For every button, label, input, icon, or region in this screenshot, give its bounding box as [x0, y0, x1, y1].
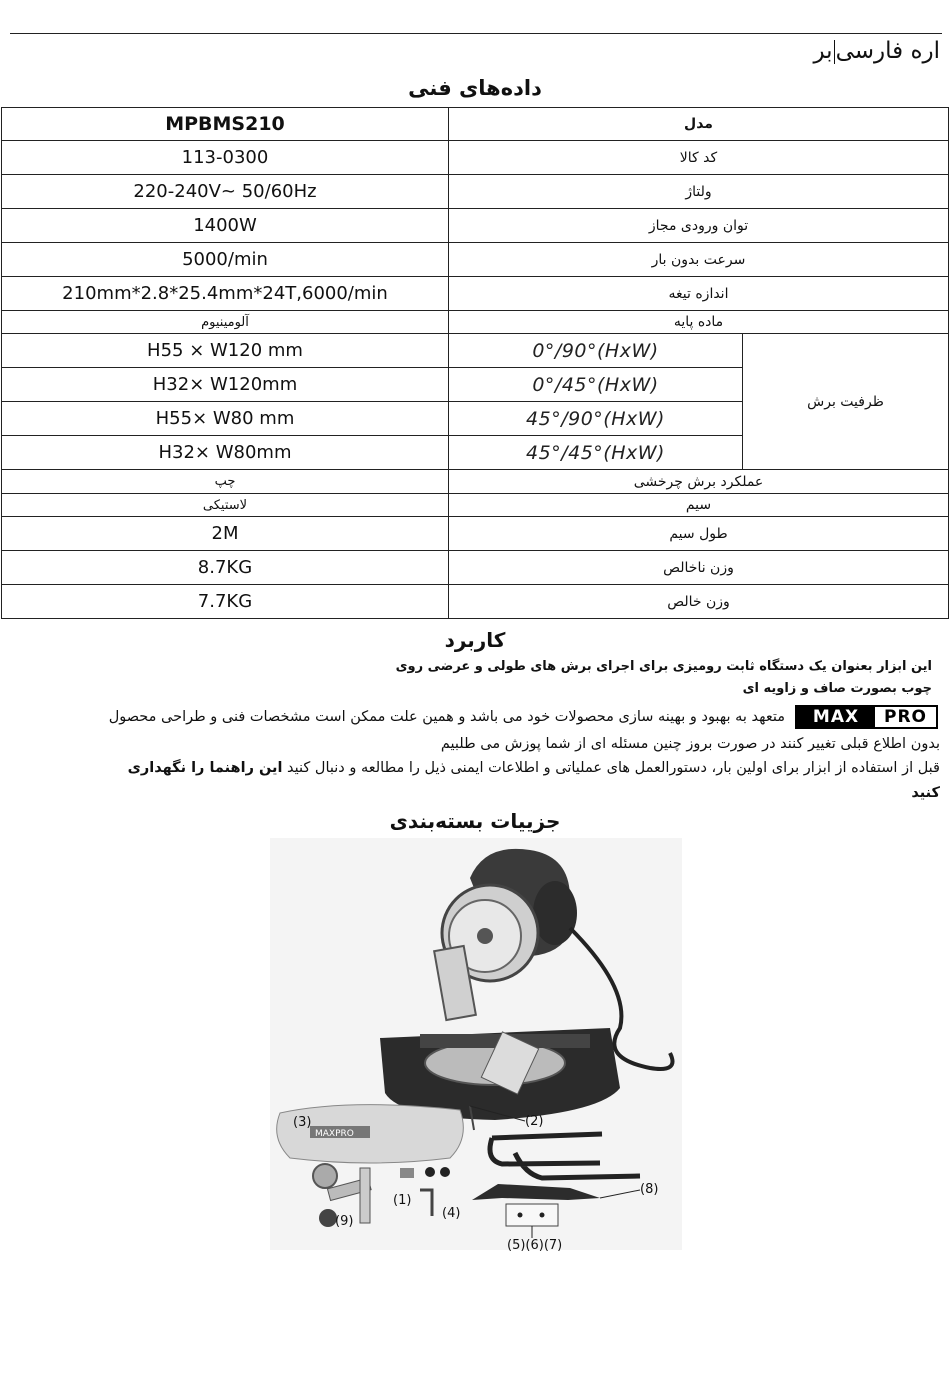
- cut-angle: 45°/90°(HxW): [449, 402, 743, 436]
- cut-angle: 0°/90°(HxW): [449, 334, 743, 368]
- spec-row-gross-weight: [2, 551, 949, 585]
- notice-bold: این راهنما را نگهداری: [127, 760, 283, 776]
- cut-value: H32× W120mm: [2, 368, 449, 402]
- spec-value: 113-0300: [2, 141, 449, 175]
- spec-row-speed: [2, 243, 949, 277]
- callout-3: (3): [293, 1115, 312, 1130]
- callout-9: (9): [335, 1214, 354, 1229]
- spec-value: MPBMS210: [2, 108, 449, 141]
- spec-value: 7.7KG: [2, 585, 449, 619]
- cut-value: H55 × W120 mm: [2, 334, 449, 368]
- notice-normal: قبل از استفاده از ابزار برای اولین بار، دستورالعمل های عملیاتی و اطلاعات ایمنی ذیل را مطالعه و دنبال کنید: [282, 760, 940, 776]
- spec-table: [1, 107, 949, 619]
- spec-value: 2M: [2, 517, 449, 551]
- spec-row-voltage: [2, 175, 949, 209]
- text-cursor: [834, 40, 835, 64]
- product-photo: [270, 838, 682, 1253]
- notice-line-4: کنید: [911, 785, 940, 801]
- cut-row: [2, 334, 949, 368]
- cut-value: H32× W80mm: [2, 436, 449, 470]
- cut-value: H55× W80 mm: [2, 402, 449, 436]
- callout-5-6-7: (5)(6)(7): [507, 1238, 563, 1253]
- spec-title: داده‌های فنی: [408, 76, 542, 100]
- callout-2: (2): [525, 1114, 544, 1129]
- logo-max: MAX: [797, 707, 875, 727]
- spec-label: توان ورودی مجاز: [449, 209, 949, 243]
- spec-label: اندازه تیغه: [449, 277, 949, 311]
- spec-row-bevel: [2, 470, 949, 494]
- spec-label: عملکرد برش چرخشی: [449, 470, 949, 494]
- spec-label: وزن ناخالص: [449, 551, 949, 585]
- spec-label: ولتاژ: [449, 175, 949, 209]
- spec-label: ماده پایه: [449, 311, 949, 334]
- notice-line-2: بدون اطلاع قبلی تغییر کنند در صورت بروز چنین مسئله ای از شما پوزش می طلبیم: [440, 736, 940, 752]
- package-title: جزییات بسته‌بندی: [389, 809, 561, 833]
- spec-row-base: [2, 311, 949, 334]
- top-rule: [10, 33, 942, 34]
- usage-line-2: چوب بصورت صاف و زاویه ای: [742, 681, 932, 696]
- spec-label: سیم: [449, 494, 949, 517]
- spec-value: 1400W: [2, 209, 449, 243]
- spec-label: وزن خالص: [449, 585, 949, 619]
- spec-label: کد کالا: [449, 141, 949, 175]
- logo-pro: PRO: [883, 707, 927, 727]
- cut-angle: 0°/45°(HxW): [449, 368, 743, 402]
- spec-label: سرعت بدون بار: [449, 243, 949, 277]
- spec-row-model: [2, 108, 949, 141]
- spec-row-cord-length: [2, 517, 949, 551]
- bag-label: MAXPRO: [315, 1129, 354, 1139]
- spec-value: 8.7KG: [2, 551, 449, 585]
- maxpro-logo: [795, 705, 938, 729]
- cut-capacity-label: ظرفیت برش: [743, 334, 949, 470]
- spec-label: مدل: [449, 108, 949, 141]
- spec-label: طول سیم: [449, 517, 949, 551]
- spec-row-power: [2, 209, 949, 243]
- page-header-title: اره فارسیبر: [813, 38, 940, 64]
- usage-title: کاربرد: [444, 628, 506, 652]
- usage-line-1: این ابزار بعنوان یک دستگاه ثابت رومیزی برای اجرای برش های طولی و عرضی روی: [395, 659, 932, 674]
- spec-row-blade: [2, 277, 949, 311]
- spec-value: 5000/min: [2, 243, 449, 277]
- spec-row-code: [2, 141, 949, 175]
- callout-1: (1): [393, 1193, 412, 1208]
- spec-row-cord: [2, 494, 949, 517]
- spec-value: لاستیکی: [2, 494, 449, 517]
- callout-8: (8): [640, 1182, 659, 1197]
- miter-saw-illustration: [270, 838, 682, 1250]
- spec-row-net-weight: [2, 585, 949, 619]
- cut-angle: 45°/45°(HxW): [449, 436, 743, 470]
- spec-value: 220-240V~ 50/60Hz: [2, 175, 449, 209]
- notice-line-1: متعهد به بهبود و بهینه سازی محصولات خود می باشد و همین علت ممکن است مشخصات فنی و طراحی محصول: [108, 709, 785, 725]
- spec-value: 210mm*2.8*25.4mm*24T,6000/min: [2, 277, 449, 311]
- notice-line-3: [128, 760, 940, 776]
- spec-value: چپ: [2, 470, 449, 494]
- callout-4: (4): [442, 1206, 461, 1221]
- spec-value: آلومینیوم: [2, 311, 449, 334]
